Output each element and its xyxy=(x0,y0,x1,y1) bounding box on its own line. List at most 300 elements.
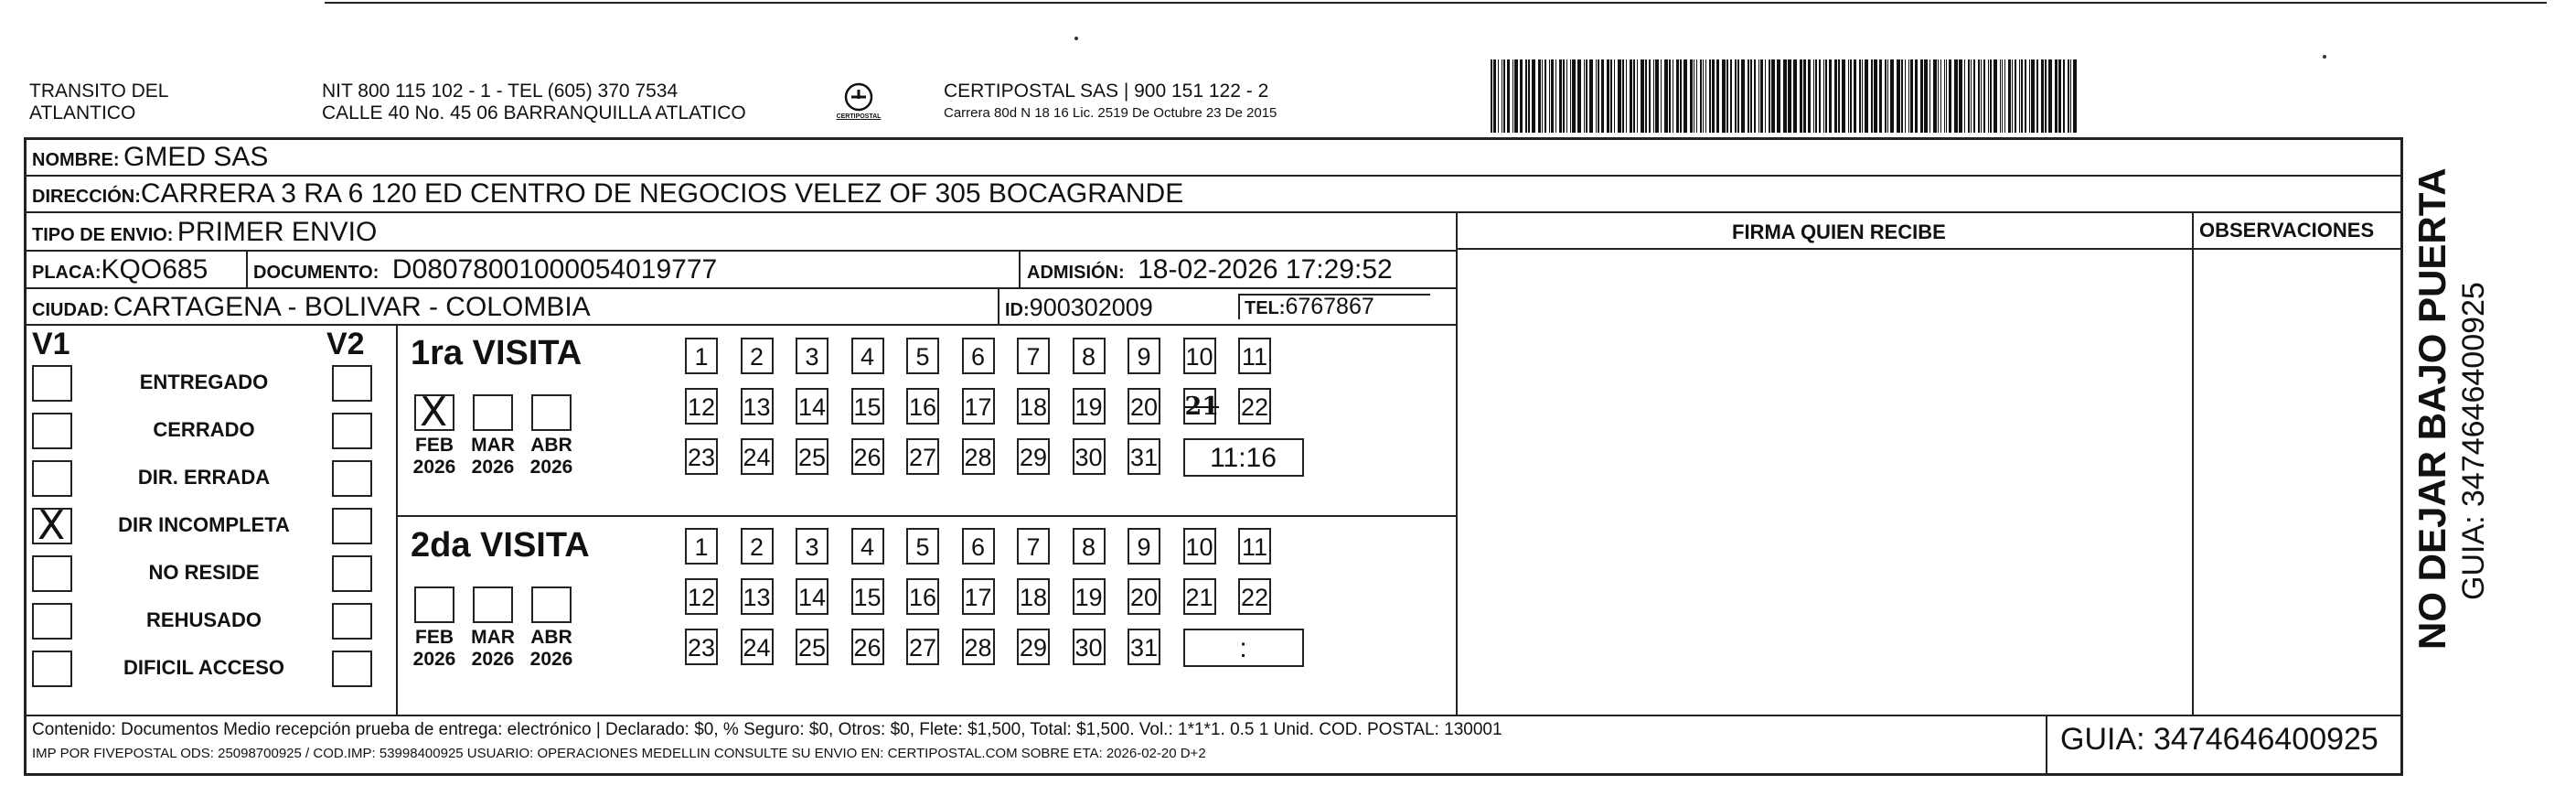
day-box-8[interactable]: 8 xyxy=(1073,528,1106,565)
day-box-7[interactable]: 7 xyxy=(1017,338,1050,374)
barcode-bar xyxy=(1750,59,1752,133)
v2-checkbox[interactable] xyxy=(332,603,372,640)
barcode-bar xyxy=(2045,59,2047,133)
v2-checkbox[interactable] xyxy=(332,651,372,687)
day-box-31[interactable]: 31 xyxy=(1128,629,1160,665)
warning-text: NO DEJAR BAJO PUERTA xyxy=(2410,167,2453,650)
tel-value: 6767867 xyxy=(1285,294,1374,319)
barcode-bar xyxy=(2058,59,2061,133)
barcode-bar xyxy=(1748,59,1749,133)
month-checkbox[interactable] xyxy=(414,586,454,623)
day-box-28[interactable]: 28 xyxy=(962,438,995,475)
day-box-11[interactable]: 11 xyxy=(1238,528,1271,565)
barcode-bar xyxy=(1572,59,1576,133)
month-label xyxy=(465,435,520,479)
day-box-16[interactable]: 16 xyxy=(906,578,939,615)
barcode-bar xyxy=(1754,59,1756,133)
barcode-bar xyxy=(1559,59,1562,133)
check-mark: X xyxy=(37,502,66,549)
reason-label: ENTREGADO xyxy=(139,371,269,393)
day-box-1[interactable]: 1 xyxy=(685,338,718,374)
day-box-28[interactable]: 28 xyxy=(962,629,995,665)
day-box-20[interactable]: 20 xyxy=(1128,388,1160,425)
day-box-13[interactable]: 13 xyxy=(741,388,774,425)
city-label: CIUDAD: xyxy=(32,300,110,320)
address-row xyxy=(32,180,1183,208)
barcode-bar xyxy=(2004,59,2005,133)
day-box-13[interactable]: 13 xyxy=(741,578,774,615)
barcode-bar xyxy=(2000,59,2001,133)
barcode-bar xyxy=(1653,59,1654,133)
barcode-bar xyxy=(1700,59,1702,133)
barcode-bar xyxy=(1683,59,1687,133)
tel-label: TEL: xyxy=(1245,298,1286,318)
month-label xyxy=(524,435,579,479)
barcode-bar xyxy=(1765,59,1766,133)
barcode-bar xyxy=(1735,59,1737,133)
day-box-30[interactable]: 30 xyxy=(1073,438,1106,475)
day-box-18[interactable]: 18 xyxy=(1017,388,1050,425)
month-name: MAR xyxy=(471,435,515,456)
month-checkbox[interactable] xyxy=(531,586,572,623)
barcode-bar xyxy=(1993,59,1997,133)
barcode-bar xyxy=(1507,59,1510,133)
barcode-bar xyxy=(1584,59,1585,133)
reason-label: DIR INCOMPLETA xyxy=(118,513,290,536)
day-box-5[interactable]: 5 xyxy=(906,528,939,565)
barcode-bar xyxy=(1769,59,1770,133)
day-box-30[interactable]: 30 xyxy=(1073,629,1106,665)
barcode-bar xyxy=(1570,59,1571,133)
reason-label: REHUSADO xyxy=(146,608,262,631)
barcode-bar xyxy=(1823,59,1824,133)
visit1-time-box[interactable]: 11:16 xyxy=(1183,438,1304,477)
barcode-bar xyxy=(1680,59,1682,133)
v2-checkbox[interactable] xyxy=(332,413,372,449)
day-box-11[interactable]: 11 xyxy=(1238,338,1271,374)
sender-name-line1: TRANSITO DEL xyxy=(29,81,169,102)
barcode-bar xyxy=(1813,59,1814,133)
month-year: 2026 xyxy=(529,457,573,479)
day-box-25[interactable]: 25 xyxy=(796,629,828,665)
barcode-bar xyxy=(1618,59,1621,133)
barcode-bar xyxy=(1929,59,1930,133)
v1-label: V1 xyxy=(32,327,70,361)
barcode-bar xyxy=(2055,59,2058,133)
month-checkbox[interactable] xyxy=(473,586,513,623)
barcode-bar xyxy=(1645,59,1647,133)
admission-label: ADMISIÓN: xyxy=(1027,263,1125,283)
id-label: ID: xyxy=(1005,300,1030,320)
barcode-bar xyxy=(1854,59,1856,133)
day-box-3[interactable]: 3 xyxy=(796,528,828,565)
day-box-17[interactable]: 17 xyxy=(962,578,995,615)
day-box-7[interactable]: 7 xyxy=(1017,528,1050,565)
barcode-bar xyxy=(1491,59,1492,133)
logo-text: CERTIPOSTAL xyxy=(836,113,882,120)
barcode-bar xyxy=(1512,59,1513,133)
barcode-bar xyxy=(1954,59,1958,133)
barcode-bar xyxy=(1730,59,1732,133)
barcode-bar xyxy=(1959,59,1962,133)
day-box-9[interactable]: 9 xyxy=(1128,338,1160,374)
day-box-19[interactable]: 19 xyxy=(1073,388,1106,425)
barcode-bar xyxy=(1709,59,1711,133)
barcode-bar xyxy=(1838,59,1840,133)
month-year: 2026 xyxy=(529,649,573,671)
barcode-bar xyxy=(1874,59,1877,133)
day-box-23[interactable]: 23 xyxy=(685,438,718,475)
reason-label: NO RESIDE xyxy=(148,561,260,584)
barcode-bar xyxy=(1940,59,1941,133)
barcode-bar xyxy=(1848,59,1849,133)
barcode-bar xyxy=(1712,59,1715,133)
address-label: DIRECCIÓN: xyxy=(32,187,141,207)
side-guia: GUIA: 3474646400925 xyxy=(2456,282,2491,600)
day-box-18[interactable]: 18 xyxy=(1017,578,1050,615)
sender-info-line2: CALLE 40 No. 45 06 BARRANQUILLA ATLATICO xyxy=(322,102,746,124)
month-name: FEB xyxy=(415,627,454,648)
day-box-2[interactable]: 2 xyxy=(741,338,774,374)
plate-value: KQO685 xyxy=(101,254,208,285)
barcode-bar xyxy=(1610,59,1612,133)
barcode-bar xyxy=(1946,59,1947,133)
speck xyxy=(2323,55,2326,59)
barcode-bar xyxy=(1981,59,1982,133)
barcode-bar xyxy=(1538,59,1541,133)
day-box-17[interactable]: 17 xyxy=(962,388,995,425)
barcode-bar xyxy=(1850,59,1852,133)
barcode-bar xyxy=(1890,59,1894,133)
barcode-bar xyxy=(1973,59,1975,133)
barcode-bar xyxy=(1842,59,1845,133)
v1-checkbox[interactable] xyxy=(32,555,72,592)
send-type-label: TIPO DE ENVIO: xyxy=(32,225,174,245)
visit1-title: 1ra VISITA xyxy=(411,334,583,372)
barcode-bar xyxy=(1598,59,1599,133)
barcode-bar xyxy=(1655,59,1659,133)
barcode-bar xyxy=(1555,59,1556,133)
day-box-20[interactable]: 20 xyxy=(1128,578,1160,615)
v2-checkbox[interactable] xyxy=(332,555,372,592)
barcode-bar xyxy=(1879,59,1882,133)
barcode-bar xyxy=(1577,59,1581,133)
barcode-bar xyxy=(1637,59,1638,133)
barcode-bar xyxy=(1726,59,1728,133)
day-box-14[interactable]: 14 xyxy=(796,388,828,425)
month-year: 2026 xyxy=(471,649,515,671)
barcode-bar xyxy=(1990,59,1992,133)
city-field xyxy=(32,294,591,321)
day-box-26[interactable]: 26 xyxy=(851,629,884,665)
month-label xyxy=(407,627,462,671)
barcode-bar xyxy=(1808,59,1811,133)
reason-label: DIFICIL ACCESO xyxy=(123,656,284,679)
month-checkbox[interactable] xyxy=(473,394,513,431)
day-box-1[interactable]: 1 xyxy=(685,528,718,565)
delivery-form xyxy=(24,137,2403,776)
v1-checkbox[interactable] xyxy=(32,502,72,549)
barcode-bar xyxy=(2008,59,2011,133)
barcode-bar xyxy=(1829,59,1832,133)
footer-guia: GUIA: 3474646400925 xyxy=(2060,722,2378,757)
barcode-bar xyxy=(1664,59,1668,133)
day-box-27[interactable]: 27 xyxy=(906,438,939,475)
city-value: CARTAGENA - BOLIVAR - COLOMBIA xyxy=(112,292,591,322)
barcode-bar xyxy=(1920,59,1923,133)
barcode-bar xyxy=(1819,59,1821,133)
barcode-bar xyxy=(2015,59,2016,133)
v2-checkbox[interactable] xyxy=(332,460,372,497)
barcode-bar xyxy=(1563,59,1565,133)
v2-checkbox[interactable] xyxy=(332,508,372,544)
barcode-bar xyxy=(1968,59,1970,133)
day-box-21[interactable]: 21 xyxy=(1183,388,1216,425)
day-box-3[interactable]: 3 xyxy=(796,338,828,374)
id-value: 900302009 xyxy=(1029,294,1153,321)
barcode-bar xyxy=(1901,59,1903,133)
recipient-name: GMED SAS xyxy=(123,142,269,172)
barcode-bar xyxy=(1741,59,1745,133)
barcode-bar xyxy=(1938,59,1939,133)
barcode-bar xyxy=(1528,59,1530,133)
top-rule xyxy=(325,2,2547,4)
barcode-bar xyxy=(2036,59,2038,133)
day-box-6[interactable]: 6 xyxy=(962,528,995,565)
sender-name-line2: ATLANTICO xyxy=(29,102,136,124)
document-field xyxy=(253,256,717,284)
admission-field xyxy=(1027,256,1393,284)
carrier-line2: Carrera 80d N 18 16 Lic. 2519 De Octubre 23 De 2015 xyxy=(944,105,1277,121)
barcode-bar xyxy=(1566,59,1567,133)
day-box-16[interactable]: 16 xyxy=(906,388,939,425)
day-box-25[interactable]: 25 xyxy=(796,438,828,475)
barcode-bar xyxy=(2002,59,2003,133)
day-box-4[interactable]: 4 xyxy=(851,338,884,374)
document-label: DOCUMENTO: xyxy=(253,263,379,283)
barcode-bar xyxy=(1905,59,1906,133)
day-box-4[interactable]: 4 xyxy=(851,528,884,565)
day-box-23[interactable]: 23 xyxy=(685,629,718,665)
day-box-6[interactable]: 6 xyxy=(962,338,995,374)
day-box-5[interactable]: 5 xyxy=(906,338,939,374)
barcode-bar xyxy=(1783,59,1787,133)
barcode-bar xyxy=(1649,59,1651,133)
barcode-bar xyxy=(2073,59,2077,133)
v1-checkbox[interactable] xyxy=(32,365,72,402)
month-year: 2026 xyxy=(412,457,456,479)
barcode-bar xyxy=(2029,59,2030,133)
barcode-bar xyxy=(2063,59,2065,133)
day-box-24[interactable]: 24 xyxy=(741,438,774,475)
barcode-bar xyxy=(1696,59,1697,133)
barcode-bar xyxy=(1641,59,1644,133)
visit2-time-box[interactable]: : xyxy=(1183,629,1304,667)
month-checkbox[interactable] xyxy=(414,389,454,436)
v1-checkbox[interactable] xyxy=(32,413,72,449)
barcode-bar xyxy=(1551,59,1554,133)
barcode-bar xyxy=(2019,59,2020,133)
v2-label: V2 xyxy=(326,327,365,361)
barcode-bar xyxy=(1532,59,1535,133)
barcode-bar xyxy=(2021,59,2023,133)
document-value: D08078001000054019777 xyxy=(391,254,718,285)
month-year: 2026 xyxy=(471,457,515,479)
content-line: Contenido: Documentos Medio recepción prueba de entrega: electrónico | Declarado: $0, % Seguro: $0, Otros: $0, Flete: $1,500, Total: $1,500. Vol.: 1*1*1. 0.5 1 Unid. COD. POSTAL: 130001 xyxy=(32,720,1502,739)
barcode-bar xyxy=(1885,59,1887,133)
barcode-bar xyxy=(1737,59,1739,133)
barcode-bar xyxy=(1622,59,1624,133)
certipostal-logo xyxy=(836,79,882,128)
plate-label: PLACA: xyxy=(32,263,102,283)
barcode-bar xyxy=(1758,59,1759,133)
barcode-bar xyxy=(1964,59,1965,133)
day-box-24[interactable]: 24 xyxy=(741,629,774,665)
barcode-bar xyxy=(1978,59,1980,133)
barcode-bar xyxy=(1983,59,1985,133)
month-name: FEB xyxy=(415,435,454,456)
admission-value: 18-02-2026 17:29:52 xyxy=(1138,254,1393,285)
barcode-bar xyxy=(1498,59,1499,133)
day-box-9[interactable]: 9 xyxy=(1128,528,1160,565)
barcode-bar xyxy=(1633,59,1635,133)
barcode-bar xyxy=(2025,59,2026,133)
barcode-bar xyxy=(1793,59,1797,133)
barcode-bar xyxy=(1705,59,1706,133)
barcode-bar xyxy=(1908,59,1909,133)
reason-label: DIR. ERRADA xyxy=(137,466,271,489)
day-box-15[interactable]: 15 xyxy=(851,578,884,615)
carrier-line1: CERTIPOSTAL SAS | 900 151 122 - 2 xyxy=(944,81,1269,102)
day-box-21[interactable]: 21 xyxy=(1183,578,1216,615)
barcode-bar xyxy=(1630,59,1632,133)
barcode-bar xyxy=(1626,59,1627,133)
day-box-15[interactable]: 15 xyxy=(851,388,884,425)
recipient-address: CARRERA 3 RA 6 120 ED CENTRO DE NEGOCIOS VELEZ OF 305 BOCAGRANDE xyxy=(140,178,1184,209)
day-box-19[interactable]: 19 xyxy=(1073,578,1106,615)
barcode-bar xyxy=(1586,59,1587,133)
month-year: 2026 xyxy=(412,649,456,671)
barcode-bar xyxy=(1676,59,1679,133)
day-box-12[interactable]: 12 xyxy=(685,388,718,425)
send-type: PRIMER ENVIO xyxy=(176,217,378,247)
check-mark: X xyxy=(420,389,448,436)
barcode-bar xyxy=(2031,59,2035,133)
day-box-10[interactable]: 10 xyxy=(1183,528,1216,565)
barcode-bar xyxy=(1862,59,1863,133)
recipient-name-row xyxy=(32,144,268,171)
tracking-barcode xyxy=(1491,59,2218,133)
barcode-bar xyxy=(2068,59,2069,133)
v1-checkbox[interactable] xyxy=(32,603,72,640)
barcode-bar xyxy=(1915,59,1918,133)
day-box-2[interactable]: 2 xyxy=(741,528,774,565)
barcode-bar xyxy=(1545,59,1546,133)
day-box-12[interactable]: 12 xyxy=(685,578,718,615)
barcode-bar xyxy=(1803,59,1806,133)
month-name: ABR xyxy=(530,435,572,456)
barcode-bar xyxy=(1542,59,1543,133)
barcode-bar xyxy=(1607,59,1609,133)
barcode-bar xyxy=(1871,59,1873,133)
barcode-bar xyxy=(1924,59,1928,133)
barcode-bar xyxy=(1596,59,1597,133)
month-name: ABR xyxy=(530,627,572,648)
barcode-bar xyxy=(1777,59,1780,133)
id-field xyxy=(1005,296,1153,320)
barcode-bar xyxy=(1971,59,1972,133)
barcode-bar xyxy=(1788,59,1791,133)
barcode-bar xyxy=(1669,59,1671,133)
barcode-bar xyxy=(1897,59,1900,133)
month-label xyxy=(407,435,462,479)
barcode-bar xyxy=(1722,59,1726,133)
barcode-bar xyxy=(1865,59,1868,133)
barcode-bar xyxy=(1690,59,1693,133)
barcode-bar xyxy=(1933,59,1937,133)
barcode-bar xyxy=(1614,59,1615,133)
barcode-bar xyxy=(1910,59,1913,133)
barcode-bar xyxy=(2070,59,2071,133)
barcode-bar xyxy=(1771,59,1775,133)
barcode-bar xyxy=(1514,59,1518,133)
month-label xyxy=(465,627,520,671)
day-box-22[interactable]: 22 xyxy=(1238,388,1271,425)
day-box-26[interactable]: 26 xyxy=(851,438,884,475)
barcode-bar xyxy=(1520,59,1523,133)
barcode-bar xyxy=(1988,59,1989,133)
v1-checkbox[interactable] xyxy=(32,651,72,687)
barcode-bar xyxy=(2012,59,2013,133)
day-box-14[interactable]: 14 xyxy=(796,578,828,615)
barcode-bar xyxy=(1760,59,1763,133)
name-label: NOMBRE: xyxy=(32,150,120,170)
month-label xyxy=(524,627,579,671)
day-box-22[interactable]: 22 xyxy=(1238,578,1271,615)
barcode-bar xyxy=(1949,59,1951,133)
barcode-bar xyxy=(1589,59,1593,133)
barcode-bar xyxy=(1887,59,1888,133)
month-name: MAR xyxy=(471,627,515,648)
v2-checkbox[interactable] xyxy=(332,365,372,402)
barcode-bar xyxy=(1825,59,1827,133)
reason-label: CERRADO xyxy=(153,418,255,441)
barcode-bar xyxy=(1503,59,1505,133)
speck xyxy=(1074,37,1078,40)
day-box-31[interactable]: 31 xyxy=(1128,438,1160,475)
day-box-27[interactable]: 27 xyxy=(906,629,939,665)
send-type-row xyxy=(32,219,377,246)
day-box-29[interactable]: 29 xyxy=(1017,438,1050,475)
barcode-bar xyxy=(1661,59,1662,133)
barcode-bar xyxy=(1859,59,1861,133)
signature-title: FIRMA QUIEN RECIBE xyxy=(1732,221,1946,243)
barcode-bar xyxy=(1493,59,1496,133)
month-checkbox[interactable] xyxy=(531,394,572,431)
plate-field xyxy=(32,256,208,284)
barcode-bar xyxy=(2048,59,2052,133)
tel-field xyxy=(1245,296,1374,318)
barcode-bar xyxy=(1601,59,1604,133)
observations-title: OBSERVACIONES xyxy=(2199,219,2375,242)
day-box-10[interactable]: 10 xyxy=(1183,338,1216,374)
barcode-bar xyxy=(1703,59,1704,133)
v1-checkbox[interactable] xyxy=(32,460,72,497)
barcode-bar xyxy=(1525,59,1527,133)
day-box-29[interactable]: 29 xyxy=(1017,629,1050,665)
barcode-bar xyxy=(1549,59,1550,133)
day-box-8[interactable]: 8 xyxy=(1073,338,1106,374)
